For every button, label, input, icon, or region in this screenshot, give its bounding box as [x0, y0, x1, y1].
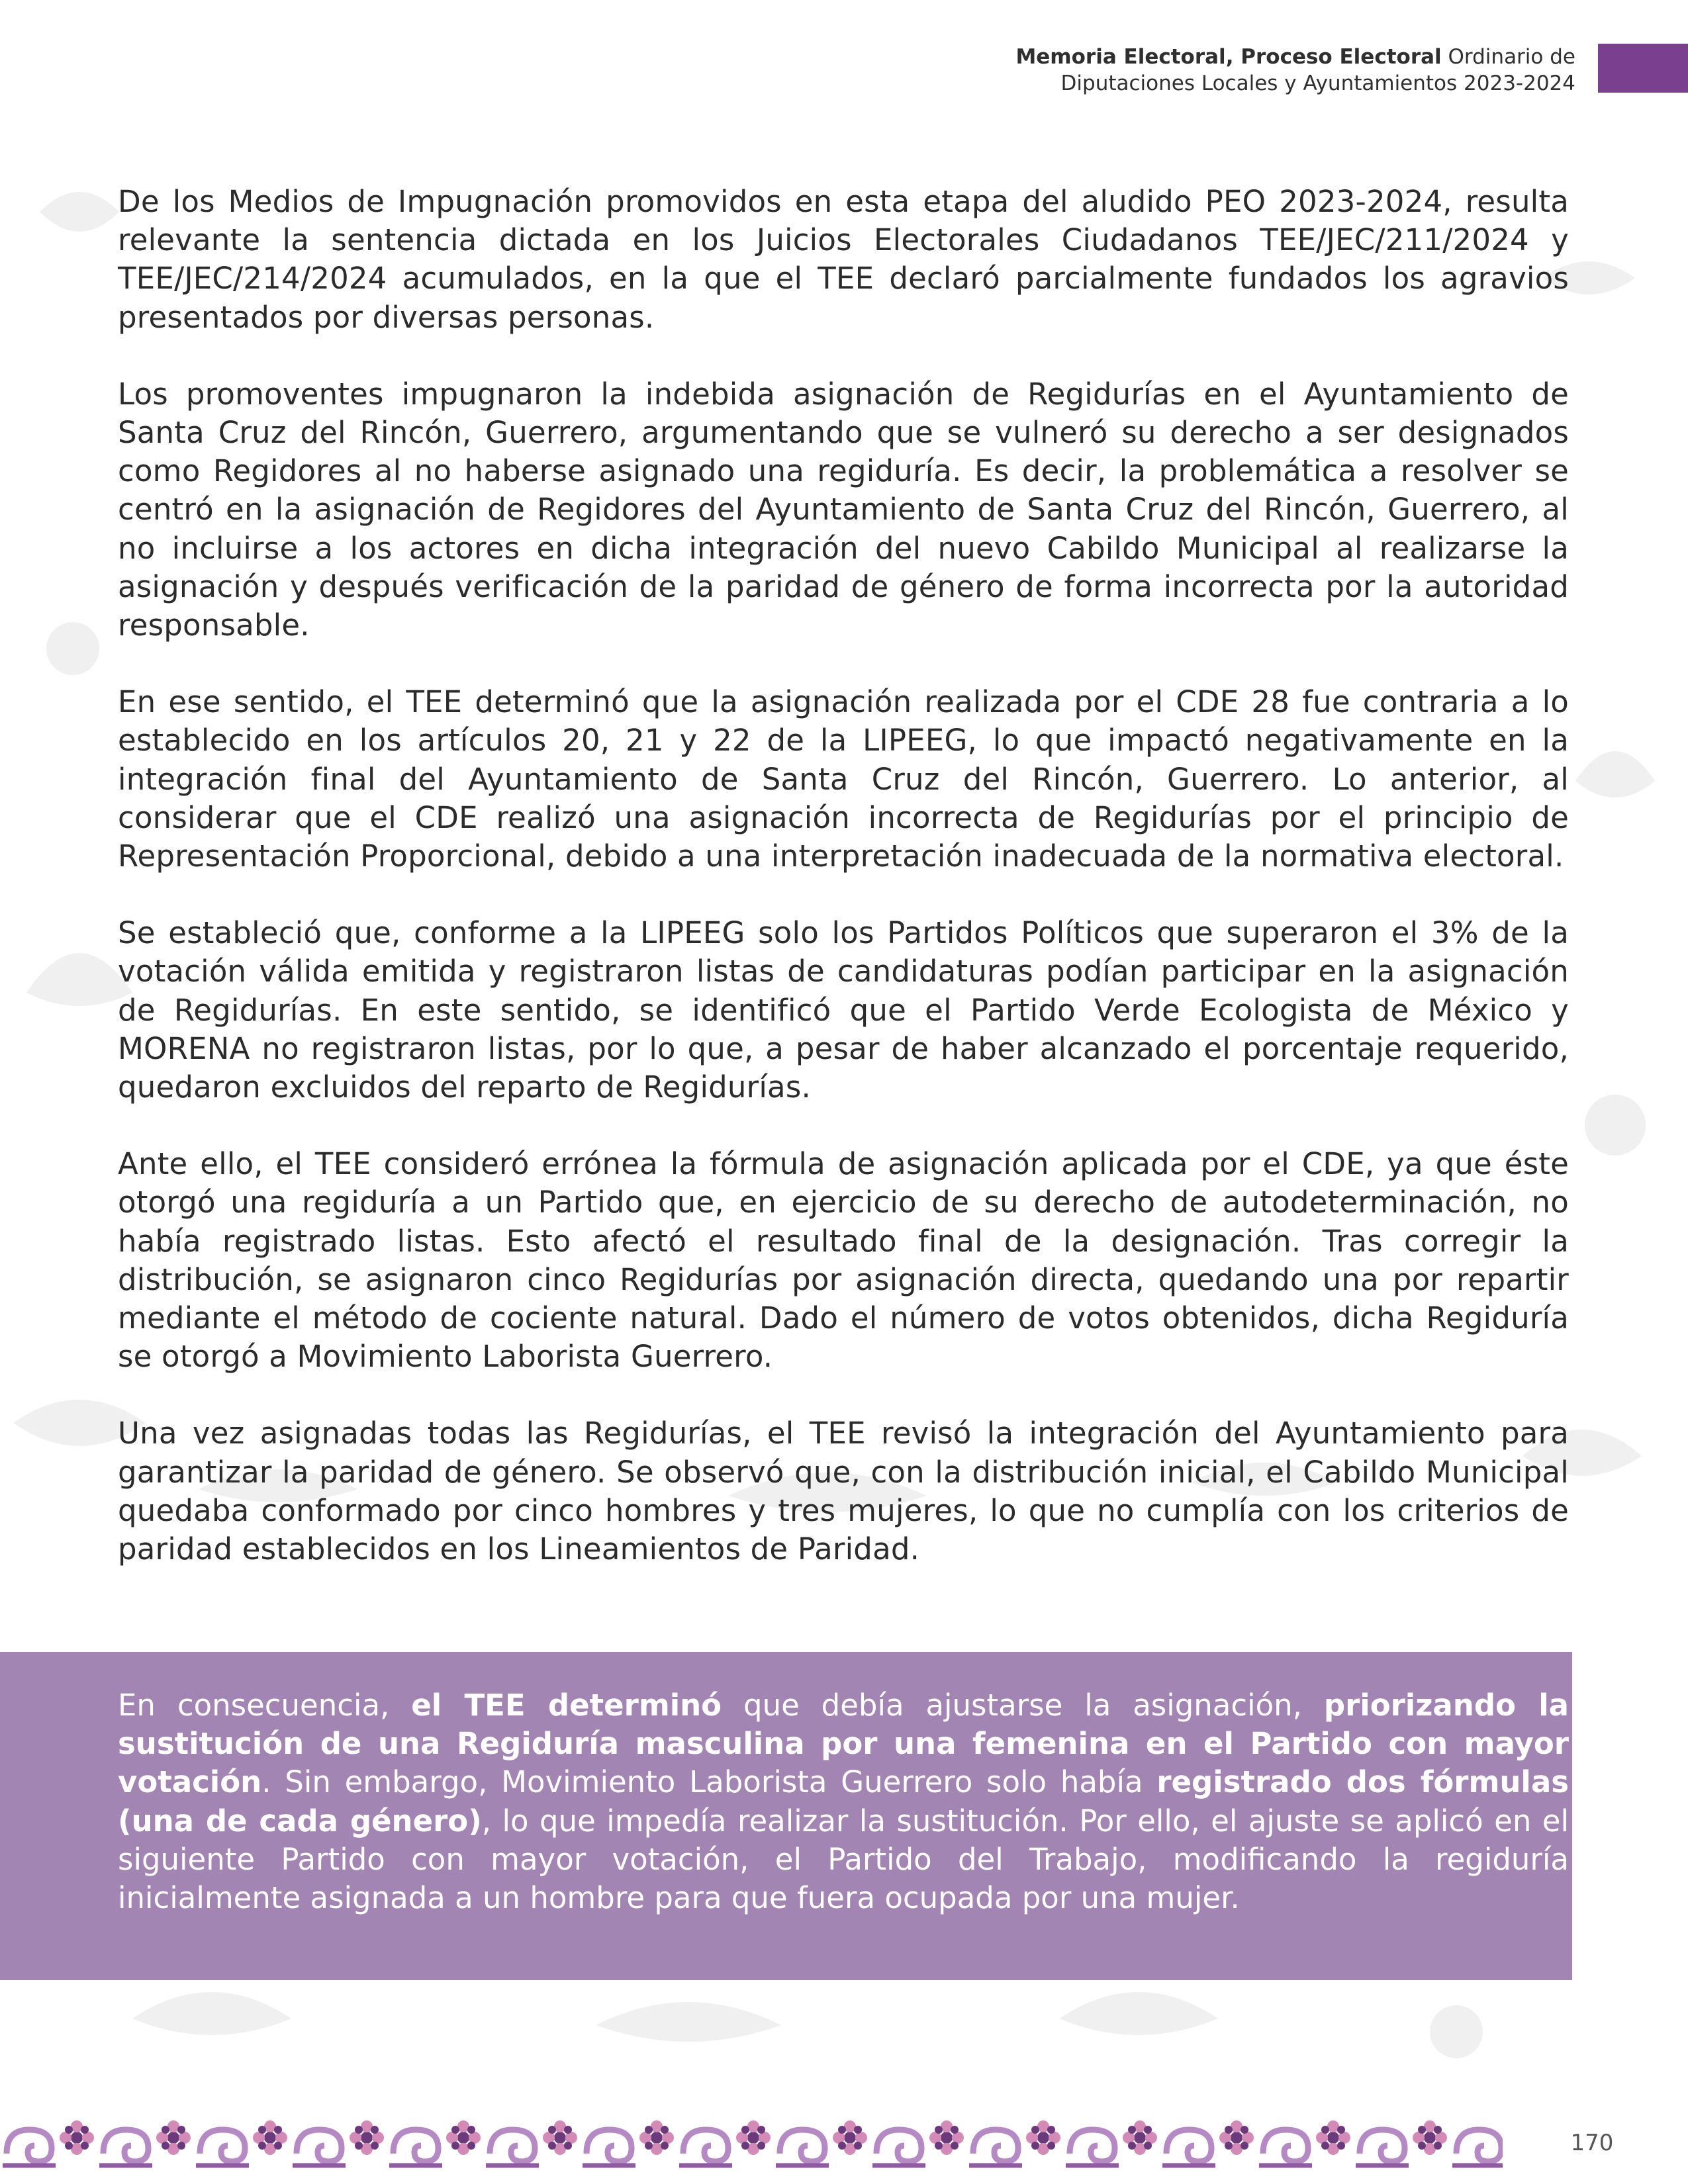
paragraph: Una vez asignadas todas las Regidurías, el TEE revisó la integración del Ayuntamiento para garantizar la paridad de género. Se observó que, con la distribución inicial, el Cabildo Municipal quedaba conformado por cinco hombres y tres mujeres, lo que no cumplía con los criterios de paridad establecidos en los Lineamientos de Paridad.	[118, 1416, 1569, 1567]
page-number: 170	[1570, 2130, 1614, 2156]
paragraph: Se estableció que, conforme a la LIPEEG solo los Partidos Políticos que superaron el 3% de la votación válida emitida y registraron listas de candidaturas podían participar en la asignación de Regidurías. En este sentido, se identificó que el Partido Verde Ecologista de México y MORENA no registraron listas, por lo que, a pesar de haber alcanzado el porcentaje requerido, quedaron excluidos del reparto de Regidurías.	[118, 915, 1569, 1105]
paragraph: De los Medios de Impugnación promovidos en esta etapa del aludido PEO 2023-2024, resulta relevante la sentencia dictada en los Juicios Electorales Ciudadanos TEE/JEC/211/2024 y TEE/JEC/214/2024 acumulados, en la que el TEE declaró parcialmente fundados los agravios presentados por diversas personas.	[118, 184, 1569, 335]
callout-bold-segment: priorizando la sustitución de una Regiduría masculina por una femenina en el Partido con mayor votación	[118, 1688, 1570, 1800]
callout-text	[118, 1686, 1569, 1917]
paragraph: Ante ello, el TEE consideró errónea la fórmula de asignación aplicada por el CDE, ya que éste otorgó una regiduría a un Partido que, en ejercicio de su derecho de autodeterminación, no había registrado listas. Esto afectó el resultado final de la designación. Tras corregir la distribución, se asignaron cinco Regidurías por asignación directa, quedando una por repartir mediante el método de cociente natural. Dado el número de votos obtenidos, dicha Regiduría se otorgó a Movimiento Laborista Guerrero.	[118, 1146, 1569, 1375]
header-accent-tab	[1598, 44, 1688, 93]
header-line-2: Diputaciones Locales y Ayuntamientos 2023-2024	[1060, 71, 1575, 95]
header-title-bold: Memoria Electoral, Proceso Electoral	[1015, 45, 1442, 69]
header-title-rest: Ordinario de	[1441, 45, 1575, 69]
body-text	[118, 183, 1569, 1607]
callout-bold-segment: registrado dos fórmulas (una de cada género)	[118, 1764, 1570, 1839]
paragraph: En ese sentido, el TEE determinó que la asignación realizada por el CDE 28 fue contraria a lo establecido en los artículos 20, 21 y 22 de la LIPEEG, lo que impactó negativamente en la integración final del Ayuntamiento de Santa Cruz del Rincón, Guerrero. Lo anterior, al considerar que el CDE realizó una asignación incorrecta de Regidurías por el principio de Representación Proporcional, debido a una interpretación inadecuada de la normativa electoral.	[118, 684, 1569, 874]
header-line-1	[781, 44, 1575, 70]
callout-text-segment: . Sin embargo, Movimiento Laborista Guerrero solo había	[261, 1764, 1157, 1800]
callout-text-segment: En consecuencia,	[118, 1688, 412, 1723]
callout-text-segment: que debía ajustarse la asignación,	[722, 1688, 1324, 1723]
callout-bold-segment: el TEE determinó	[411, 1688, 722, 1723]
running-header	[781, 44, 1575, 97]
highlight-callout-box	[0, 1652, 1572, 1980]
paragraph: Los promoventes impugnaron la indebida asignación de Regidurías en el Ayuntamiento de Santa Cruz del Rincón, Guerrero, argumentando que se vulneró su derecho a ser designados como Regidores al no haberse asignado una regiduría. Es decir, la problemática a resolver se centró en la asignación de Regidores del Ayuntamiento de Santa Cruz del Rincón, Guerrero, al no incluirse a los actores en dicha integración del nuevo Cabildo Municipal al realizarse la asignación y después verificación de la paridad de género de forma incorrecta por la autoridad responsable.	[118, 376, 1569, 643]
callout-text-segment: , lo que impedía realizar la sustitución. Por ello, el ajuste se aplicó en el siguiente Partido con mayor votación, el Partido del Trabajo, modificando la regiduría inicialmente asignada a un hombre para que fuera ocupada por una mujer.	[118, 1803, 1569, 1916]
embroidery-border-decoration	[0, 2105, 1503, 2173]
